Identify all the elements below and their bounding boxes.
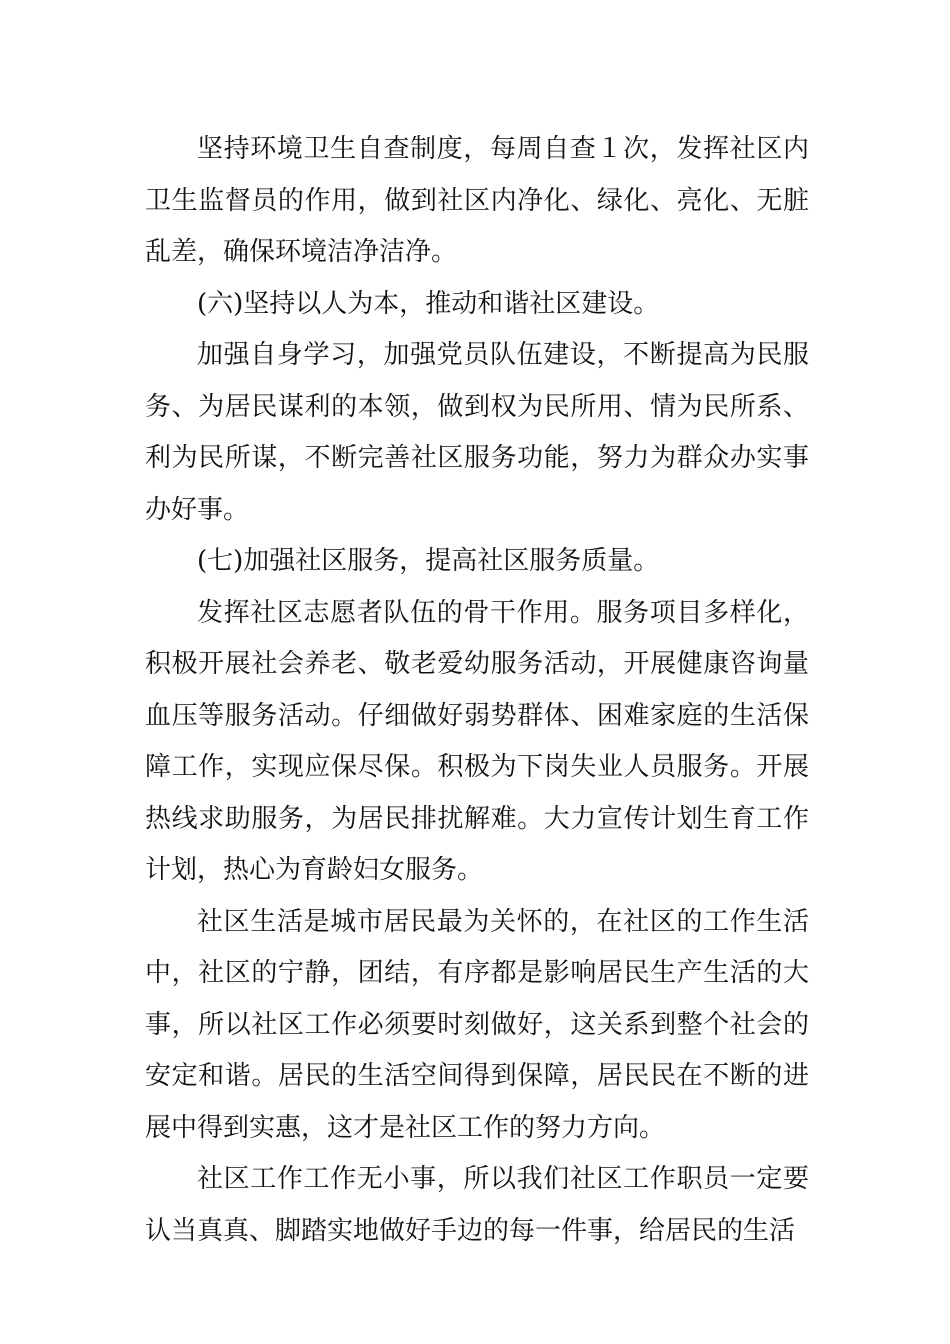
paragraph-sanitation-inspection: 坚持环境卫生自查制度，每周自查１次，发挥社区内卫生监督员的作用，做到社区内净化、绿化、亮化、无脏乱差，确保环境洁净洁净。 bbox=[145, 134, 809, 267]
section-heading-seven: (七)加强社区服务，提高社区服务质量。 bbox=[197, 546, 660, 576]
paragraph-community-work: 社区工作工作无小事，所以我们社区工作职员一定要认当真真、脚踏实地做好手边的每一件事，给居民的生活 bbox=[145, 1164, 809, 1246]
document-body bbox=[145, 124, 809, 1257]
section-heading-six: (六)坚持以人为本，推动和谐社区建设。 bbox=[197, 288, 660, 319]
paragraph-community-life: 社区生活是城市居民最为关怀的，在社区的工作生活中，社区的宁静，团结，有序都是影响居民生产生活的大事，所以社区工作必须要时刻做好，这关系到整个社会的安定和谐。居民的生活空间得到保障，居民民在不断的进展中得到实惠，这才是社区工作的努力方向。 bbox=[145, 906, 809, 1143]
paragraph-self-study: 加强自身学习，加强党员队伍建设，不断提高为民服务、为居民谋利的本领，做到权为民所用、情为民所系、利为民所谋，不断完善社区服务功能，努力为群众办实事办好事。 bbox=[145, 340, 809, 525]
paragraph-volunteer-services: 发挥社区志愿者队伍的骨干作用。服务项目多样化，积极开展社会养老、敬老爱幼服务活动，开展健康咨询量血压等服务活动。仔细做好弱势群体、困难家庭的生活保障工作，实现应保尽保。积极为下岗失业人员服务。开展热线求助服务，为居民排扰解难。大力宣传计划生育工作计划，热心为育龄妇女服务。 bbox=[145, 597, 809, 885]
